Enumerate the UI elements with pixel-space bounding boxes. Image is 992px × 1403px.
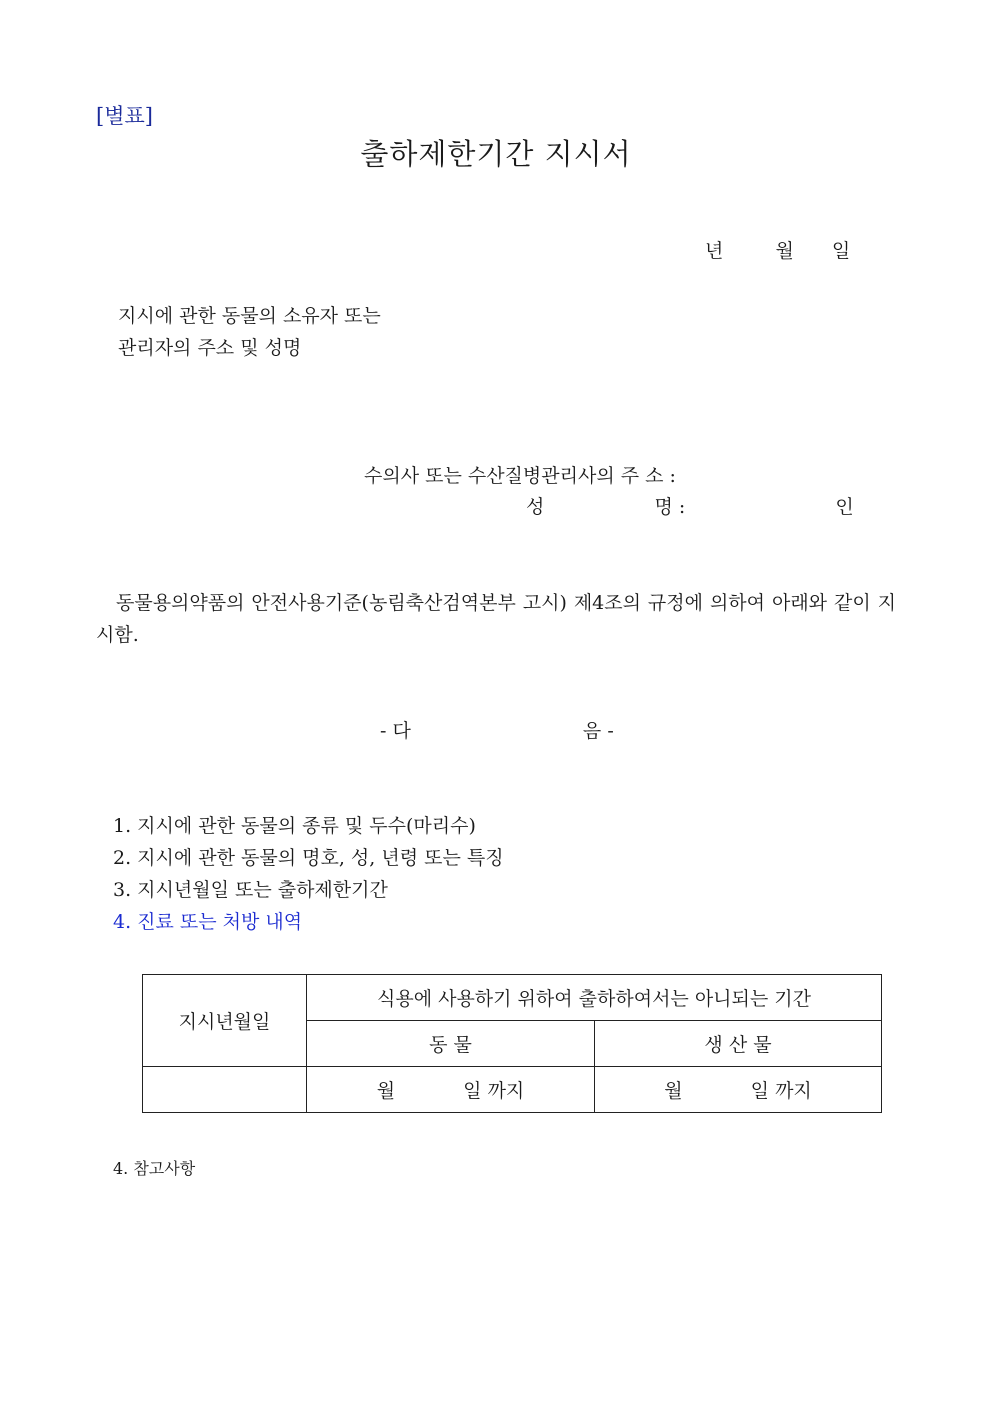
sub-header-product: 생 산 물 xyxy=(595,1021,882,1067)
date-line xyxy=(705,236,850,263)
next-heading xyxy=(380,716,614,743)
next-heading-right: 음 - xyxy=(582,720,614,742)
vet-seal: 인 xyxy=(835,496,854,518)
owner-line-1: 지시에 관한 동물의 소유자 또는 xyxy=(118,305,381,327)
list-item: 4. 진료 또는 처방 내역 xyxy=(113,911,303,933)
date-year: 년 xyxy=(705,240,724,262)
reference-heading: 4. 참고사항 xyxy=(113,1159,196,1178)
span-header: 식용에 사용하기 위하여 출하하여서는 아니되는 기간 xyxy=(307,975,882,1021)
col-header-date: 지시년월일 xyxy=(143,975,307,1067)
period-table xyxy=(142,974,882,1113)
date-day: 일 xyxy=(831,240,851,262)
vet-name-label-b: 명 : xyxy=(654,496,686,518)
list-item: 2. 지시에 관한 동물의 명호, 성, 년령 또는 특징 xyxy=(113,847,504,869)
vet-name-line xyxy=(526,492,854,519)
cell-day-until: 일 까지 xyxy=(463,1080,525,1102)
document-title: 출하제한기간 지시서 xyxy=(360,137,632,171)
sub-header-animal: 동 물 xyxy=(307,1021,595,1067)
cell-date-empty[interactable] xyxy=(143,1067,307,1113)
cell-month: 월 xyxy=(664,1080,683,1102)
owner-block xyxy=(118,300,381,364)
cell-month: 월 xyxy=(376,1080,396,1102)
list-item: 1. 지시에 관한 동물의 종류 및 두수(마리수) xyxy=(113,815,476,837)
date-month: 월 xyxy=(775,240,794,262)
list-item: 3. 지시년월일 또는 출하제한기간 xyxy=(113,879,388,901)
next-heading-left: - 다 xyxy=(380,720,411,742)
item-list xyxy=(113,810,504,938)
annex-label: [별표] xyxy=(96,104,153,128)
cell-product-until[interactable] xyxy=(595,1067,882,1113)
instruction-body: 동물용의약품의 안전사용기준(농림축산검역본부 고시) 제4조의 규정에 의하여 아래와 같이 지시함. xyxy=(96,592,896,646)
vet-name-label-a: 성 xyxy=(526,496,545,518)
owner-line-2: 관리자의 주소 및 성명 xyxy=(118,337,302,359)
vet-address-label: 수의사 또는 수산질병관리사의 주 소 : xyxy=(364,465,676,487)
cell-day-until: 일 까지 xyxy=(750,1080,812,1102)
cell-animal-until[interactable] xyxy=(307,1067,595,1113)
